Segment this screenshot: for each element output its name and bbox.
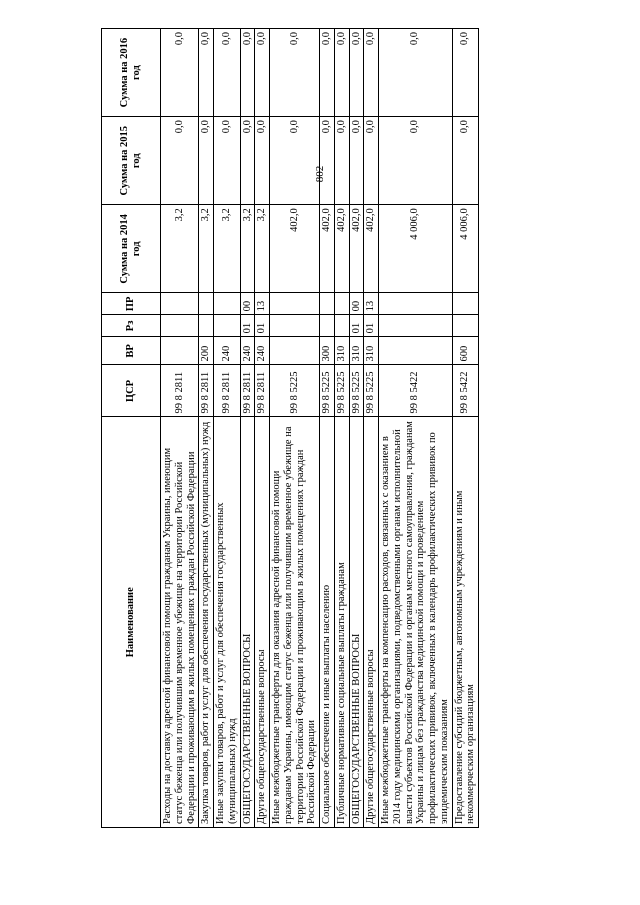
cell-pr <box>452 293 479 315</box>
budget-table <box>101 28 479 828</box>
cell-s2016: 0,0 <box>452 29 479 117</box>
cell-name: Предоставление субсидий бюджетным, автономным учреждениям и иным некоммерческим организациям <box>452 417 479 828</box>
cell-rz <box>320 315 335 337</box>
cell-s2015: 0,0 <box>334 117 349 205</box>
cell-pr: 13 <box>364 293 379 315</box>
cell-name: Публичные нормативные социальные выплаты гражданам <box>334 417 349 828</box>
header-name: Наименование <box>102 417 161 828</box>
cell-s2014: 402,0 <box>334 205 349 293</box>
cell-s2014: 3,2 <box>161 205 199 293</box>
cell-rz <box>452 315 479 337</box>
table-row <box>255 29 270 828</box>
cell-pr <box>214 293 241 315</box>
cell-csr: 99 8 2811 <box>214 365 241 417</box>
cell-vr: 600 <box>452 337 479 365</box>
cell-vr: 240 <box>255 337 270 365</box>
cell-name: ОБЩЕГОСУДАРСТВЕННЫЕ ВОПРОСЫ <box>349 417 364 828</box>
cell-name: Расходы на доставку адресной финансовой помощи гражданам Украины, имеющим статус беженца или получившим временное убежище на территории Российской Федерации и проживающим в жилых помещениях граждан Российской Федерации <box>161 417 199 828</box>
header-csr: ЦСР <box>102 365 161 417</box>
cell-s2016: 0,0 <box>255 29 270 117</box>
header-sum-2014: Сумма на 2014 год <box>102 205 161 293</box>
cell-rz <box>199 315 214 337</box>
rotated-table-container <box>101 28 556 828</box>
cell-s2015: 0,0 <box>161 117 199 205</box>
cell-rz <box>270 315 320 337</box>
cell-name: Иные межбюджетные трансферты для оказания адресной финансовой помощи гражданам Украины, имеющим статус беженца или получившим временное убежище на территории Российской Федерации и проживающим в жилых помещениях граждан Российской Федерации <box>270 417 320 828</box>
cell-pr: 00 <box>349 293 364 315</box>
cell-pr <box>199 293 214 315</box>
cell-rz: 01 <box>240 315 255 337</box>
cell-vr: 240 <box>240 337 255 365</box>
cell-s2014: 402,0 <box>320 205 335 293</box>
cell-s2016: 0,0 <box>379 29 453 117</box>
cell-s2014: 402,0 <box>349 205 364 293</box>
cell-rz: 01 <box>349 315 364 337</box>
header-rz: Рз <box>102 315 161 337</box>
cell-csr: 99 8 5225 <box>320 365 335 417</box>
table-row <box>214 29 241 828</box>
cell-csr: 99 8 5225 <box>334 365 349 417</box>
cell-name: Социальное обеспечение и иные выплаты населению <box>320 417 335 828</box>
cell-s2015: 0,0 <box>349 117 364 205</box>
cell-csr: 99 8 5422 <box>379 365 453 417</box>
cell-rz <box>161 315 199 337</box>
table-row <box>364 29 379 828</box>
cell-name: Иные межбюджетные трансферты на компенсацию расходов, связанных с оказанием в 2014 году медицинскими организациями, подведомственными органам исполнительной власти субъектов Российской Федерации и органам местного самоуправления, гражданам Украины и лицам без гражданства медицинской помощи и проведением профилактических прививок, включенных в календарь профилактических прививок по эпидемическим показаниям <box>379 417 453 828</box>
cell-rz: 01 <box>364 315 379 337</box>
cell-s2014: 402,0 <box>364 205 379 293</box>
cell-s2015: 0,0 <box>199 117 214 205</box>
cell-s2016: 0,0 <box>240 29 255 117</box>
cell-s2015: 0,0 <box>379 117 453 205</box>
cell-pr <box>270 293 320 315</box>
cell-csr: 99 8 5225 <box>364 365 379 417</box>
cell-csr: 99 8 2811 <box>199 365 214 417</box>
header-pr: ПР <box>102 293 161 315</box>
cell-csr: 99 8 2811 <box>161 365 199 417</box>
cell-csr: 99 8 5225 <box>270 365 320 417</box>
cell-name: Другие общегосударственные вопросы <box>255 417 270 828</box>
cell-pr: 13 <box>255 293 270 315</box>
cell-s2015: 0,0 <box>240 117 255 205</box>
table-row <box>270 29 320 828</box>
cell-vr: 300 <box>320 337 335 365</box>
cell-s2014: 3,2 <box>255 205 270 293</box>
cell-s2015: 0,0 <box>214 117 241 205</box>
page-number: 802 <box>314 165 326 183</box>
header-vr: ВР <box>102 337 161 365</box>
table-row <box>452 29 479 828</box>
cell-s2016: 0,0 <box>320 29 335 117</box>
cell-vr <box>270 337 320 365</box>
cell-s2016: 0,0 <box>270 29 320 117</box>
cell-rz <box>214 315 241 337</box>
cell-s2014: 402,0 <box>270 205 320 293</box>
cell-name: Другие общегосударственные вопросы <box>364 417 379 828</box>
header-sum-2016: Сумма на 2016 год <box>102 29 161 117</box>
cell-name: Закупка товаров, работ и услуг для обеспечения государственных (муниципальных) нужд <box>199 417 214 828</box>
cell-vr: 310 <box>334 337 349 365</box>
cell-csr: 99 8 2811 <box>240 365 255 417</box>
cell-s2015: 0,0 <box>255 117 270 205</box>
cell-s2016: 0,0 <box>349 29 364 117</box>
cell-s2014: 4 006,0 <box>452 205 479 293</box>
cell-rz: 01 <box>255 315 270 337</box>
table-row <box>379 29 453 828</box>
cell-rz <box>334 315 349 337</box>
cell-s2016: 0,0 <box>364 29 379 117</box>
table-row <box>240 29 255 828</box>
table-row <box>199 29 214 828</box>
cell-vr: 240 <box>214 337 241 365</box>
cell-pr <box>334 293 349 315</box>
cell-pr: 00 <box>240 293 255 315</box>
cell-s2015: 0,0 <box>320 117 335 205</box>
table-row <box>349 29 364 828</box>
cell-s2016: 0,0 <box>161 29 199 117</box>
cell-s2015: 0,0 <box>270 117 320 205</box>
cell-s2014: 4 006,0 <box>379 205 453 293</box>
table-header-row <box>102 29 161 828</box>
cell-s2014: 3,2 <box>214 205 241 293</box>
table-body <box>161 29 479 828</box>
cell-name: ОБЩЕГОСУДАРСТВЕННЫЕ ВОПРОСЫ <box>240 417 255 828</box>
cell-vr: 200 <box>199 337 214 365</box>
cell-pr <box>161 293 199 315</box>
cell-s2015: 0,0 <box>364 117 379 205</box>
cell-csr: 99 8 2811 <box>255 365 270 417</box>
cell-s2016: 0,0 <box>334 29 349 117</box>
cell-pr <box>320 293 335 315</box>
cell-s2016: 0,0 <box>214 29 241 117</box>
table-row <box>334 29 349 828</box>
cell-vr: 310 <box>349 337 364 365</box>
cell-vr <box>379 337 453 365</box>
cell-rz <box>379 315 453 337</box>
cell-csr: 99 8 5422 <box>452 365 479 417</box>
cell-s2015: 0,0 <box>452 117 479 205</box>
cell-name: Иные закупки товаров, работ и услуг для обеспечения государственных (муниципальных) нужд <box>214 417 241 828</box>
cell-vr: 310 <box>364 337 379 365</box>
header-sum-2015: Сумма на 2015 год <box>102 117 161 205</box>
table-row <box>320 29 335 828</box>
cell-s2014: 3,2 <box>199 205 214 293</box>
cell-csr: 99 8 5225 <box>349 365 364 417</box>
table-row <box>161 29 199 828</box>
cell-s2014: 3,2 <box>240 205 255 293</box>
cell-vr <box>161 337 199 365</box>
cell-s2016: 0,0 <box>199 29 214 117</box>
cell-pr <box>379 293 453 315</box>
